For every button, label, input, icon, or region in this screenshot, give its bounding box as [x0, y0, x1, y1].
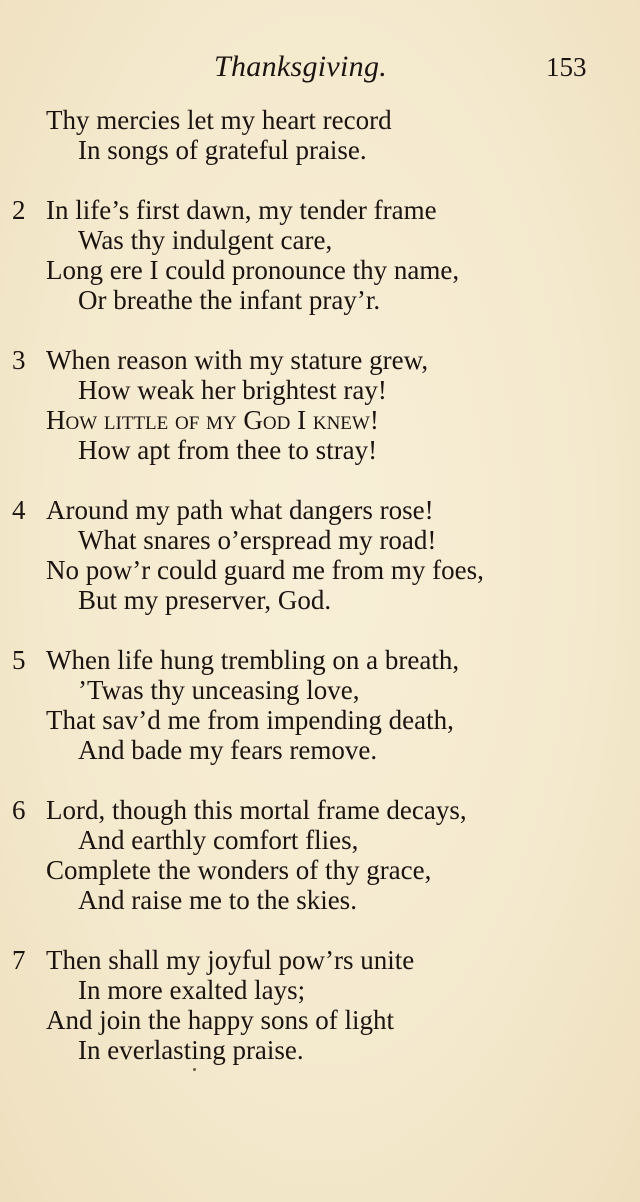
verse-line-text: Then shall my joyful pow’rs unite	[46, 945, 415, 975]
verse-line	[0, 345, 640, 375]
stanza-5	[0, 645, 640, 765]
verse-line: And bade my fears remove.	[78, 735, 378, 765]
hymn-text	[0, 105, 640, 1095]
verse-line: Thy mercies let my heart record	[46, 105, 392, 135]
verse-line	[0, 945, 640, 975]
page-title: Thanksgiving.	[214, 50, 388, 83]
verse-line-text: Around my path what dangers rose!	[46, 495, 434, 525]
stanza-continuation	[0, 105, 640, 165]
verse-line: In songs of grateful praise.	[78, 135, 367, 165]
verse-line: ’Twas thy unceasing love,	[78, 675, 360, 705]
running-head	[0, 50, 640, 90]
stanza-6	[0, 795, 640, 915]
verse-line: In everlasting praise.	[78, 1035, 304, 1065]
verse-line: In more exalted lays;	[78, 975, 306, 1005]
stanza-3	[0, 345, 640, 465]
stanza-2	[0, 195, 640, 315]
verse-number: 7	[12, 945, 26, 975]
verse-line: How apt from thee to stray!	[78, 435, 378, 465]
verse-number: 3	[12, 345, 26, 375]
verse-line-text: When reason with my stature grew,	[46, 345, 429, 375]
ink-speck	[193, 1068, 196, 1071]
verse-line	[0, 495, 640, 525]
verse-line: No pow’r could guard me from my foes,	[46, 555, 484, 585]
stanza-4	[0, 495, 640, 615]
verse-line: And raise me to the skies.	[78, 885, 357, 915]
verse-line-text: Lord, though this mortal frame decays,	[46, 795, 467, 825]
verse-line-text: In life’s first dawn, my tender frame	[46, 195, 437, 225]
stanza-7	[0, 945, 640, 1065]
verse-line-text: When life hung trembling on a breath,	[46, 645, 460, 675]
verse-line: Complete the wonders of thy grace,	[46, 855, 432, 885]
verse-line: Was thy indulgent care,	[78, 225, 333, 255]
verse-line: Or breathe the infant pray’r.	[78, 285, 381, 315]
verse-line: And earthly comfort flies,	[78, 825, 359, 855]
verse-line: What snares o’erspread my road!	[78, 525, 437, 555]
verse-line: That sav’d me from impending death,	[46, 705, 454, 735]
verse-number: 6	[12, 795, 26, 825]
verse-number: 2	[12, 195, 26, 225]
verse-line: But my preserver, God.	[78, 585, 332, 615]
verse-line: How little of my God I knew!	[46, 405, 379, 435]
verse-line: Long ere I could pronounce thy name,	[46, 255, 460, 285]
verse-line	[0, 645, 640, 675]
verse-line	[0, 195, 640, 225]
page-number: 153	[546, 52, 587, 82]
verse-line: How weak her brightest ray!	[78, 375, 387, 405]
verse-line: And join the happy sons of light	[46, 1005, 394, 1035]
verse-number: 5	[12, 645, 26, 675]
verse-line	[0, 795, 640, 825]
verse-number: 4	[12, 495, 26, 525]
